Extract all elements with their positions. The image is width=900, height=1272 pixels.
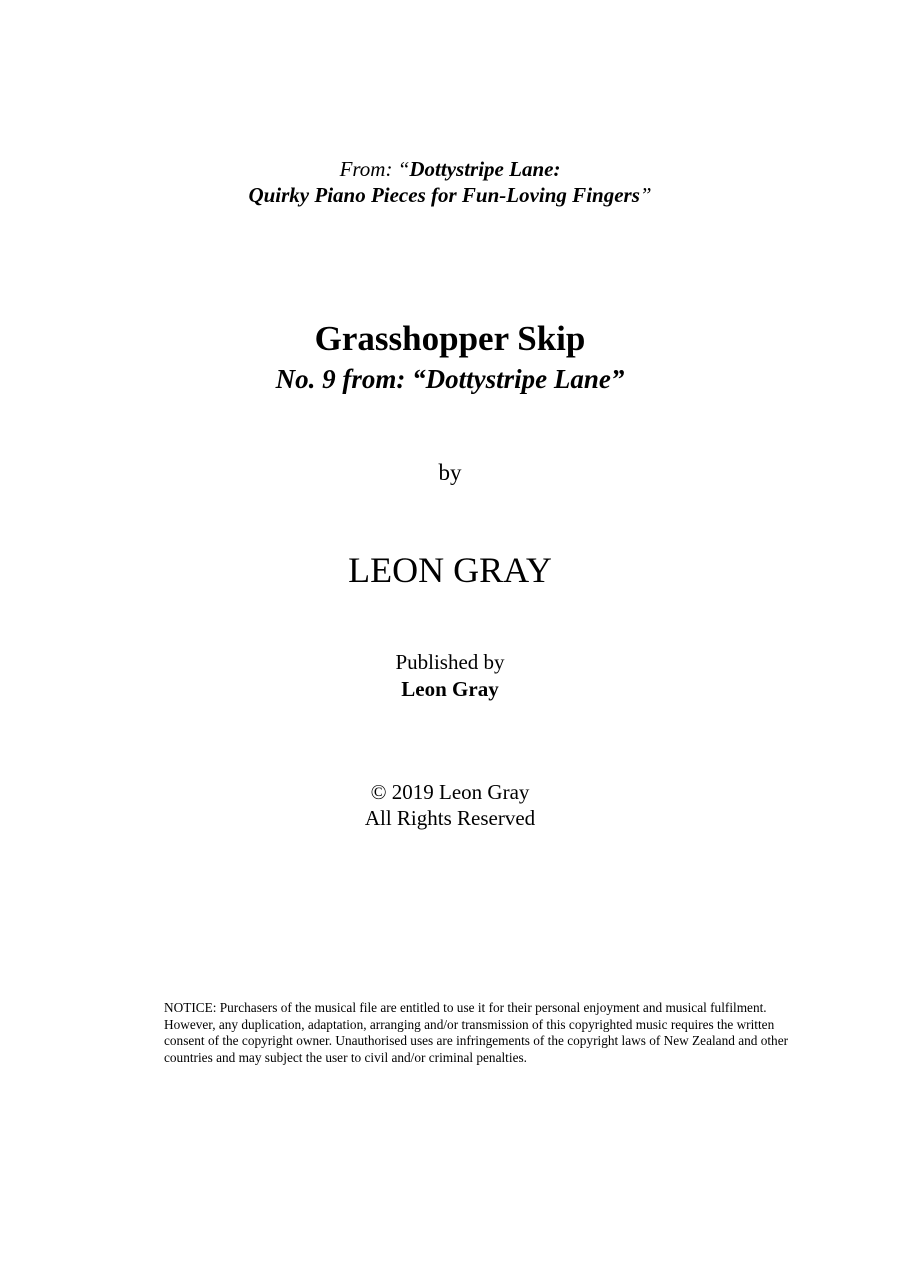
- rights-reserved: All Rights Reserved: [364, 806, 536, 830]
- by-label: by: [438, 460, 462, 485]
- piece-subtitle: No. 9 from: “Dottystripe Lane”: [275, 364, 625, 394]
- composer-name: LEON GRAY: [348, 550, 552, 590]
- source-line-1: [0, 156, 900, 182]
- published-by-label: Published by: [395, 650, 505, 674]
- piece-title: Grasshopper Skip: [314, 319, 586, 358]
- copyright-line: © 2019 Leon Gray: [370, 780, 530, 804]
- collection-subtitle: Quirky Piano Pieces for Fun-Loving Fingers: [248, 183, 640, 207]
- publisher-name: Leon Gray: [401, 677, 499, 701]
- source-prefix: From: “: [339, 157, 410, 181]
- copyright-notice: NOTICE: Purchasers of the musical file are entitled to use it for their personal enjoyment and musical fulfilment. However, any duplication, adaptation, arranging and/or transmission of this copyrighted music requires the written consent of the copyright owner. Unauthorised uses are infringements of the copyright laws of New Zealand and other countries and may subject the user to civil and/or criminal penalties.: [164, 1000, 789, 1065]
- source-close-quote: ”: [639, 183, 652, 207]
- collection-title: Dottystripe Lane:: [409, 157, 561, 181]
- source-line-2: [0, 182, 900, 208]
